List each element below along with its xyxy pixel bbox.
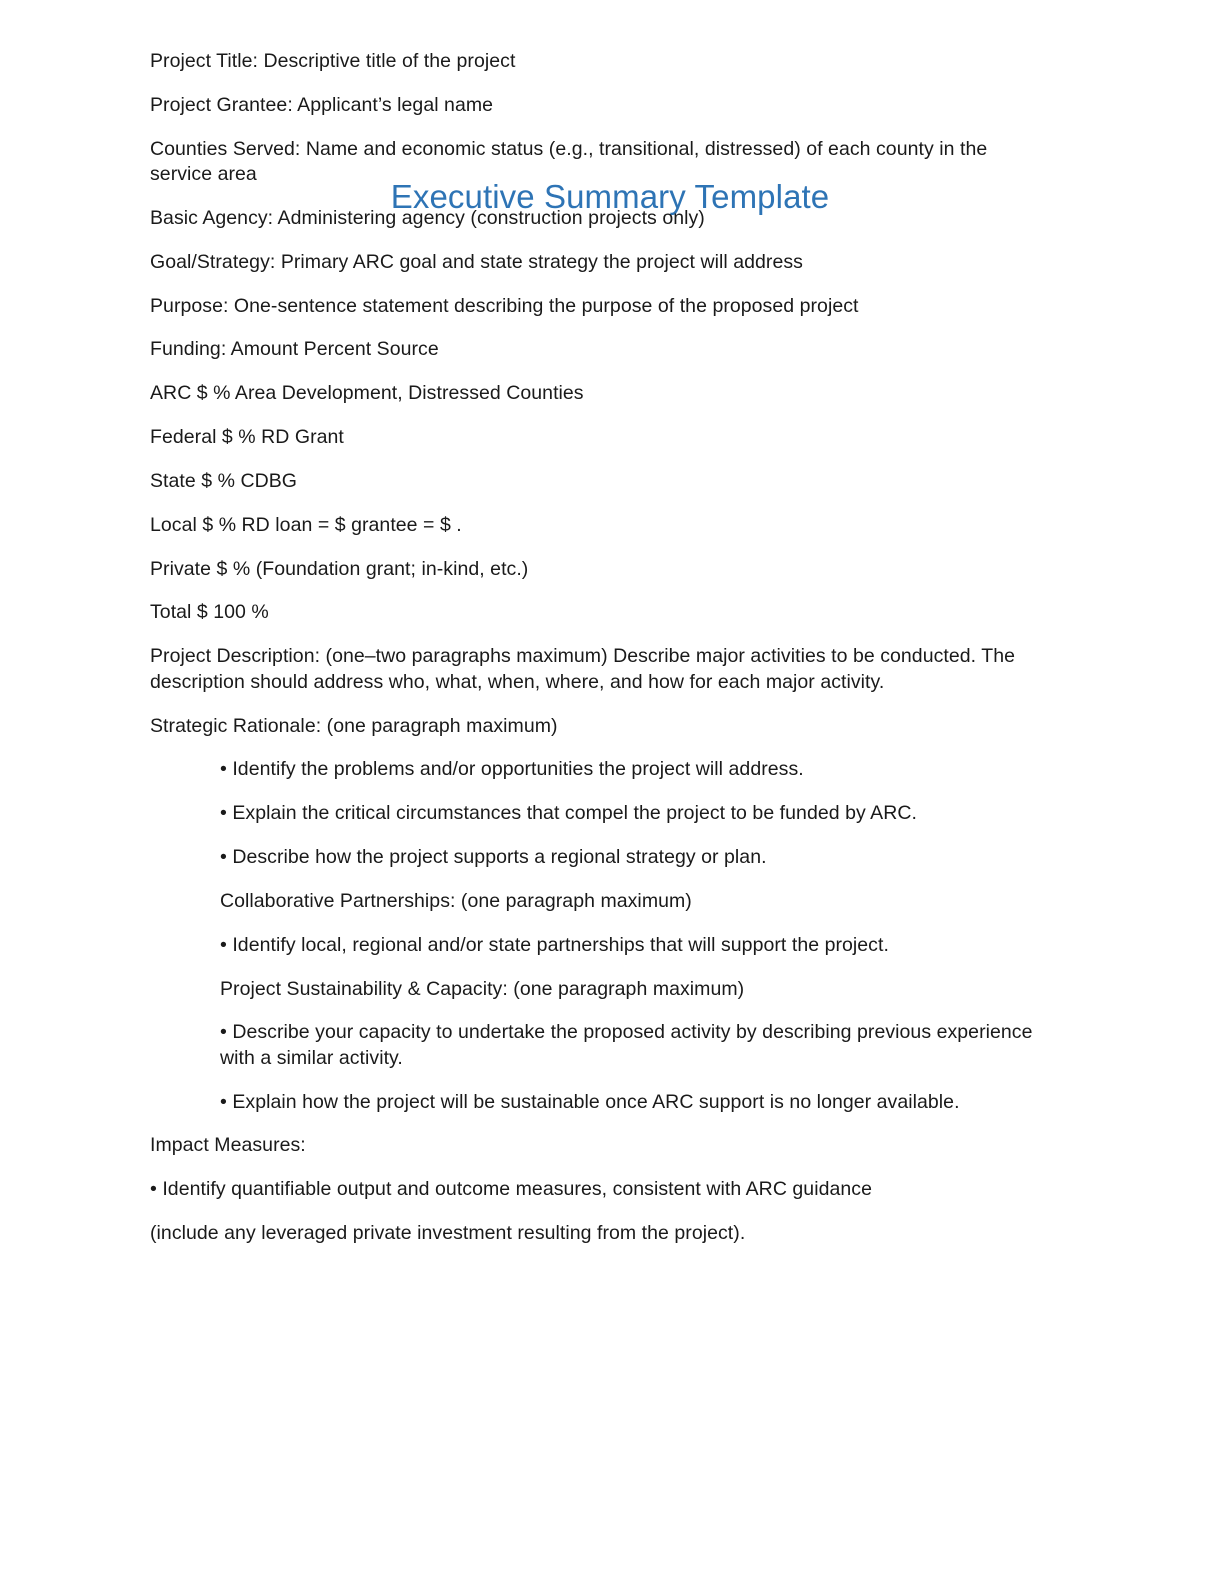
sustainability-bullet-2: • Explain how the project will be sustainable once ARC support is no longer available.	[220, 1090, 960, 1113]
rationale-bullet-3: • Describe how the project supports a regional strategy or plan.	[220, 846, 767, 869]
project-title: Project Title: Descriptive title of the project	[150, 50, 516, 72]
funding-total: Total $ 100 %	[150, 601, 269, 624]
sustainability-bullet-1: • Describe your capacity to undertake the proposed activity by describing previous experience with a similar activity.	[220, 1021, 1033, 1069]
funding-federal: Federal $ % RD Grant	[150, 426, 344, 449]
rationale-bullet-1: • Identify the problems and/or opportunities the project will address.	[220, 758, 804, 781]
basic-agency: Basic Agency: Administering agency (construction projects only)	[150, 206, 705, 229]
page-title: Executive Summary Template	[390, 178, 830, 215]
document-body	[150, 0, 1050, 1246]
funding: Funding: Amount Percent Source	[150, 338, 439, 361]
funding-arc: ARC $ % Area Development, Distressed Counties	[150, 382, 584, 405]
funding-state: State $ % CDBG	[150, 469, 298, 492]
project-description: Project Description: (one–two paragraphs maximum) Describe major activities to be conducted. The description should address who, what, when, where, and how for each major activity.	[150, 645, 1015, 693]
purpose: Purpose: One-sentence statement describing the purpose of the proposed project	[150, 294, 859, 317]
funding-private: Private $ % (Foundation grant; in-kind, etc.)	[150, 557, 529, 580]
project-grantee: Project Grantee: Applicant’s legal name	[150, 93, 494, 116]
funding-local: Local $ % RD loan = $ grantee = $ .	[150, 513, 462, 536]
collaborative-partnerships: Collaborative Partnerships: (one paragraph maximum)	[220, 889, 692, 912]
impact-note: (include any leveraged private investment resulting from the project).	[150, 1222, 746, 1245]
partnerships-bullet-1: • Identify local, regional and/or state partnerships that will support the project.	[220, 933, 889, 956]
impact-bullet-1: • Identify quantifiable output and outcome measures, consistent with ARC guidance	[150, 1178, 872, 1201]
counties-served: Counties Served: Name and economic status (e.g., transitional, distressed) of each county in the service area	[150, 137, 988, 186]
sustainability-capacity: Project Sustainability & Capacity: (one paragraph maximum)	[220, 977, 745, 1000]
rationale-bullet-2: • Explain the critical circumstances that compel the project to be funded by ARC.	[220, 802, 917, 825]
strategic-rationale: Strategic Rationale: (one paragraph maximum)	[150, 714, 558, 737]
impact-measures: Impact Measures:	[150, 1134, 306, 1157]
goal-strategy: Goal/Strategy: Primary ARC goal and state strategy the project will address	[150, 250, 803, 273]
